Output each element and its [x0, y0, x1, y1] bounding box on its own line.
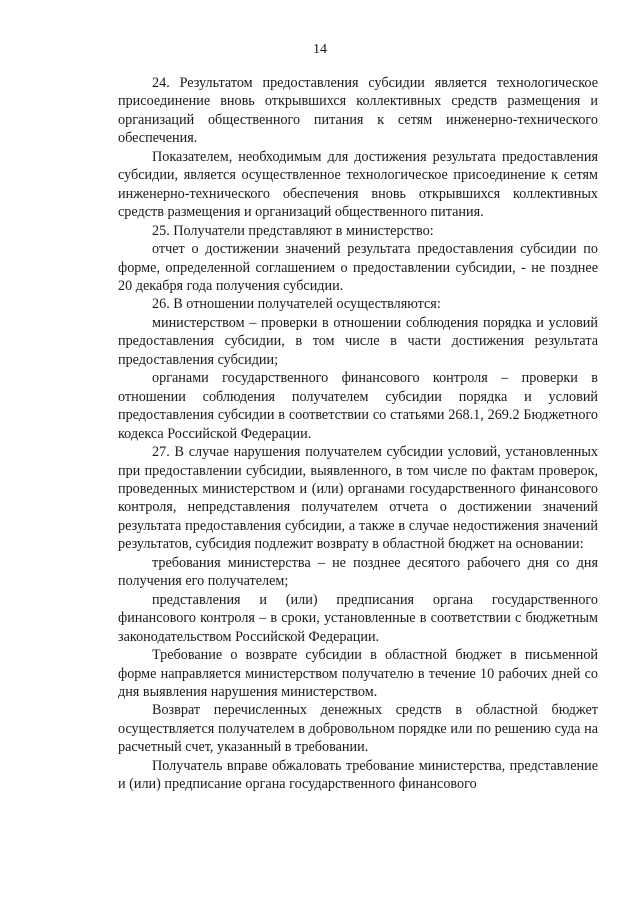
paragraph-return-requirement: Требование о возврате субсидии в областной бюджет в письменной форме направляется министерством получателю в течение 10 рабочих дней со дня выявления нарушения министерством. [118, 647, 598, 700]
paragraph-26: 26. В отношении получателей осуществляются: [152, 296, 441, 313]
page-number: 14 [313, 42, 327, 57]
paragraph-ministry-requirement: требования министерства – не позднее десятого рабочего дня со дня получения его получателем; [118, 554, 598, 590]
paragraph-prescription: представления и (или) предписания органа государственного финансового контроля – в сроки, установленные в соответствии с бюджетным законодательством Российской Федерации. [118, 591, 598, 645]
paragraph-financial-control: органами государственного финансового контроля – проверки в отношении соблюдения получателем субсидии порядка и условий предоставления субсидии в соответствии со статьями 268.1, 269.2 Бюджетного кодекса Российской Федерации. [118, 370, 598, 442]
paragraph-ministry-checks: министерством – проверки в отношении соблюдения порядка и условий предоставления субсидии, в том числе в части достижения результата предоставления субсидии; [118, 314, 598, 368]
paragraph-report: отчет о достижении значений результата предоставления субсидии по форме, определенной соглашением о предоставлении субсидии, - не позднее 20 декабря года получения субсидии. [118, 241, 598, 294]
paragraph-24: 24. Результатом предоставления субсидии является технологическое присоединение вновь открывшихся коллективных средств размещения и организаций общественного питания к сетям инженерно-технического обеспечения. [118, 75, 598, 147]
document-body [118, 74, 598, 794]
paragraph-27: 27. В случае нарушения получателем субсидии условий, установленных при предоставлении субсидии, выявленного, в том числе по фактам проверок, проведенных министерством и (или) органами государственного финансового контроля, непредставления получателем отчета о достижении значений результата предоставления субсидии, а также в случае недостижения значений результатов, субсидия подлежит возврату в областной бюджет на основании: [118, 444, 598, 553]
paragraph-25: 25. Получатели представляют в министерство: [152, 222, 434, 239]
paragraph-indicator: Показателем, необходимым для достижения результата предоставления субсидии, является осуществленное технологическое присоединение к сетям инженерно-технического обеспечения вновь открывшихся коллективных средств размещения и организаций общественного питания. [118, 148, 598, 221]
paragraph-return-funds: Возврат перечисленных денежных средств в областной бюджет осуществляется получателем в добровольном порядке или по решению суда на расчетный счет, указанный в требовании. [118, 702, 598, 756]
paragraph-appeal: Получатель вправе обжаловать требование министерства, представление и (или) предписание органа государственного финансового [118, 757, 598, 793]
